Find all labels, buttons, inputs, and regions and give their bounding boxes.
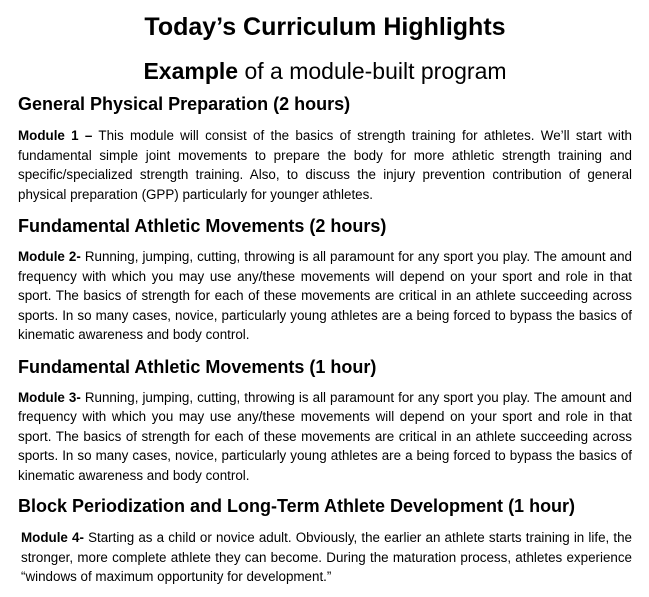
subtitle-emphasis: Example [143,58,239,84]
section-heading-duration: (1 hour) [304,356,377,377]
module-1-text: This module will consist of the basics of strength training for athletes. We’ll start with fundamental simple joint movements to prepare the body for more athletic strength training and specific/specialized strength training. Also, to discuss the injury prevention contribution of general physical preparation (GPP) particularly for younger athletes. [18,128,632,202]
module-4-description [18,528,632,587]
section-heading-title: Fundamental Athletic Movements [18,216,305,236]
page-title: Today’s Curriculum Highlights [144,13,506,41]
section-heading-fundamental-athletic-movements-2h [18,215,632,237]
section-heading-block-periodization [18,495,632,517]
section-heading-general-physical-preparation [18,93,632,115]
section-heading-duration: (1 hour) [503,496,576,516]
section-heading-duration: (2 hours) [268,94,351,114]
module-2-text: Running, jumping, cutting, throwing is all paramount for any sport you play. The amount and frequency with which you may use any/these movements will depend on your sport and role in that sport. The basics of strength for each of these movements are critical in an athlete succeeding across sports. In so many cases, novice, particularly young athletes are a being forced to bypass the basics of kinematic awareness and body control. [18,249,632,342]
page-subtitle [18,42,632,85]
subtitle-text: of a module-built program [238,58,507,84]
section-heading-duration: (2 hours) [304,216,387,236]
module-3-text: Running, jumping, cutting, throwing is all paramount for any sport you play. The amount and frequency with which you may use any/these movements will depend on your sport and role in that sport. The basics of strength for each of these movements are critical in an athlete succeeding across sports. In so many cases, novice, particularly young athletes are a being forced to bypass the basics of kinematic awareness and body control. [18,389,632,483]
module-4-text: Starting as a child or novice adult. Obviously, the earlier an athlete starts training in life, the stronger, more complete athlete they can become. During the maturation process, athletes experience “windows of maximum opportunity for development.” [21,530,632,584]
module-3-label: Module 3- [18,389,81,405]
section-heading-title: Fundamental Athletic Movements [18,356,305,377]
section-heading-title: General Physical Preparation [18,94,269,114]
module-1-label: Module 1 – [18,128,93,143]
module-4-label: Module 4- [21,530,84,545]
module-2-description [18,247,632,345]
section-heading-title: Block Periodization and Long-Term Athlete Development [18,496,504,516]
module-1-description [18,126,632,204]
module-2-label: Module 2- [18,249,81,264]
section-heading-fundamental-athletic-movements-1h [18,356,632,378]
module-3-description [18,388,632,486]
